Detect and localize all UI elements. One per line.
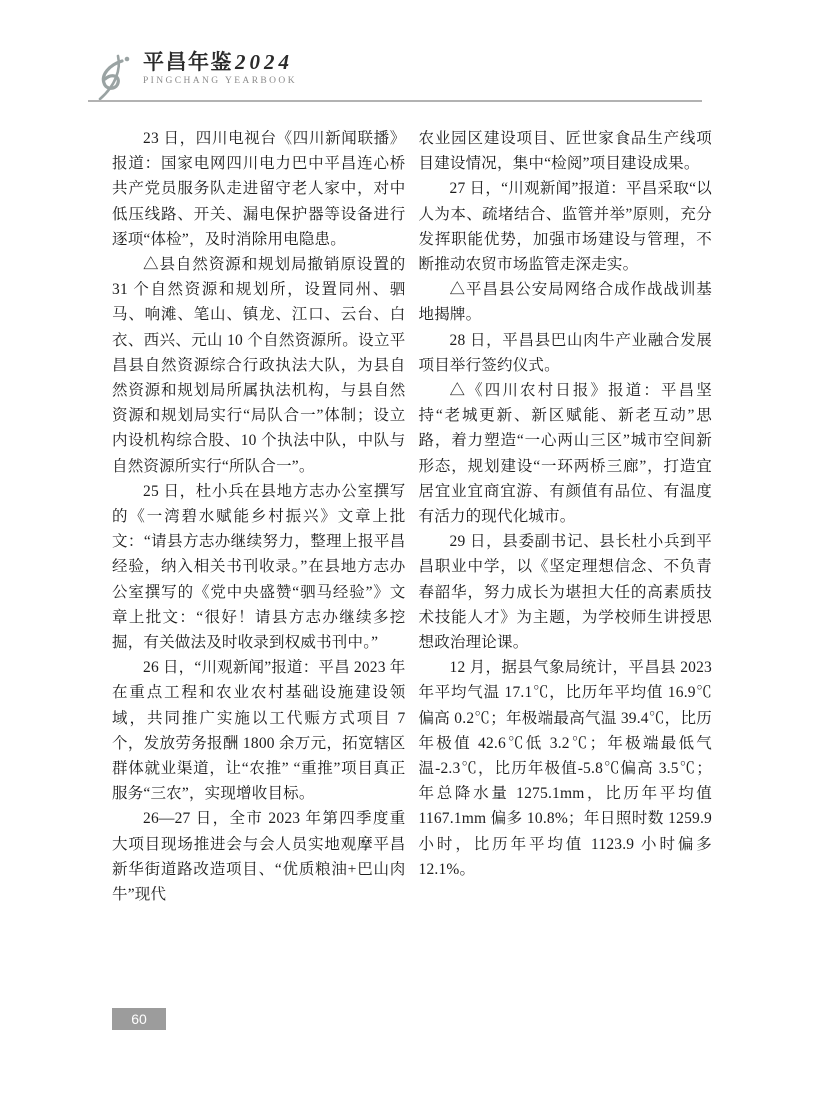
right-column: [419, 126, 713, 907]
paragraph-entry: △平昌县公安局网络合成作战战训基地揭牌。: [418, 281, 712, 324]
calligraphy-flourish-icon: [94, 52, 134, 107]
paragraph-entry: 27 日，“川观新闻”报道：平昌采取“以人为本、疏堵结合、监管并举”原则，充分发挥职能优势，加强市场建设与管理，不断推动农贸市场监管走深走实。: [418, 180, 712, 274]
paragraph-entry: 25 日，杜小兵在县地方志办公室撰写的《一湾碧水赋能乡村振兴》文章上批文：“请县方志办继续努力，整理上报平昌经验，纳入相关书刊收录。”在县地方志办公室撰写的《党中央盛赞“驷马经验”》文章上批文：“很好！请县方志办继续多挖掘，有关做法及时收录到权威书刊中。”: [112, 482, 406, 652]
left-column: [112, 126, 406, 907]
paragraph-continuation: 农业园区建设项目、匠世家食品生产线项目建设情况，集中“检阅”项目建设成果。: [418, 130, 712, 173]
paragraph-entry: 23 日，四川电视台《四川新闻联播》报道：国家电网四川电力巴中平昌连心桥共产党员服务队走进留守老人家中，对中低压线路、开关、漏电保护器等设备进行逐项“体检”，及时消除用电隐患。: [112, 130, 406, 248]
paragraph-entry: 12 月，据县气象局统计，平昌县 2023 年平均气温 17.1℃，比历年平均值 16.9℃偏高 0.2℃；年极端最高气温 39.4℃，比历年极值 42.6℃低 3.2℃；年极端最低气温-2.3℃，比历年极值-5.8℃偏高 3.5℃；年总降水量 1275.1mm，比历年平均值 1167.1mm 偏多 10.8%；年日照时数 1259.9 小时，比历年平均值 1123.9 小时偏多 12.1%。: [418, 659, 712, 878]
paragraph-entry: 29 日，县委副书记、县长杜小兵到平昌职业中学，以《坚定理想信念、不负青春韶华，努力成长为堪担大任的高素质技术技能人才》为主题，为学校师生讲授思想政治理论课。: [418, 533, 712, 652]
yearbook-subtitle: PINGCHANG YEARBOOK: [143, 76, 297, 86]
content-area: [112, 126, 712, 907]
yearbook-title-cn: 平昌年鉴: [143, 50, 233, 74]
page-header: [94, 50, 297, 107]
paragraph-entry: △县自然资源和规划局撤销原设置的 31 个自然资源和规划所，设置同州、驷马、响滩、笔山、镇龙、江口、云台、白衣、西兴、元山 10 个自然资源所。设立平昌县自然资源综合行政执法大队，为县自然资源和规划局所属执法机构，与县自然资源和规划局实行“局队合一”体制；设立内设机构综合股、10 个执法中队，中队与自然资源所实行“所队合一”。: [112, 256, 406, 475]
page-number: 60: [131, 1011, 147, 1027]
page-number-badge: [112, 1008, 166, 1030]
yearbook-title: [143, 50, 297, 74]
yearbook-title-year: 2024: [235, 50, 293, 74]
paragraph-entry: 26 日，“川观新闻”报道：平昌 2023 年在重点工程和农业农村基础设施建设领域，共同推广实施以工代赈方式项目 7 个，发放劳务报酬 1800 余万元，拓宽辖区群体就业渠道，让“农推” “重推”项目真正服务“三农”，实现增收目标。: [112, 659, 406, 803]
paragraph-entry: 28 日，平昌县巴山肉牛产业融合发展项目举行签约仪式。: [418, 331, 712, 374]
yearbook-title-block: [143, 50, 297, 86]
paragraph-entry: 26—27 日，全市 2023 年第四季度重大项目现场推进会与会人员实地观摩平昌新华街道路改造项目、“优质粮油+巴山肉牛”现代: [112, 810, 406, 904]
header-divider: [88, 100, 702, 102]
paragraph-entry: △《四川农村日报》报道：平昌坚持“老城更新、新区赋能、新老互动”思路，着力塑造“一心两山三区”城市空间新形态，规划建设“一环两桥三廊”，打造宜居宜业宜商宜游、有颜值有品位、有温度有活力的现代化城市。: [418, 382, 712, 526]
